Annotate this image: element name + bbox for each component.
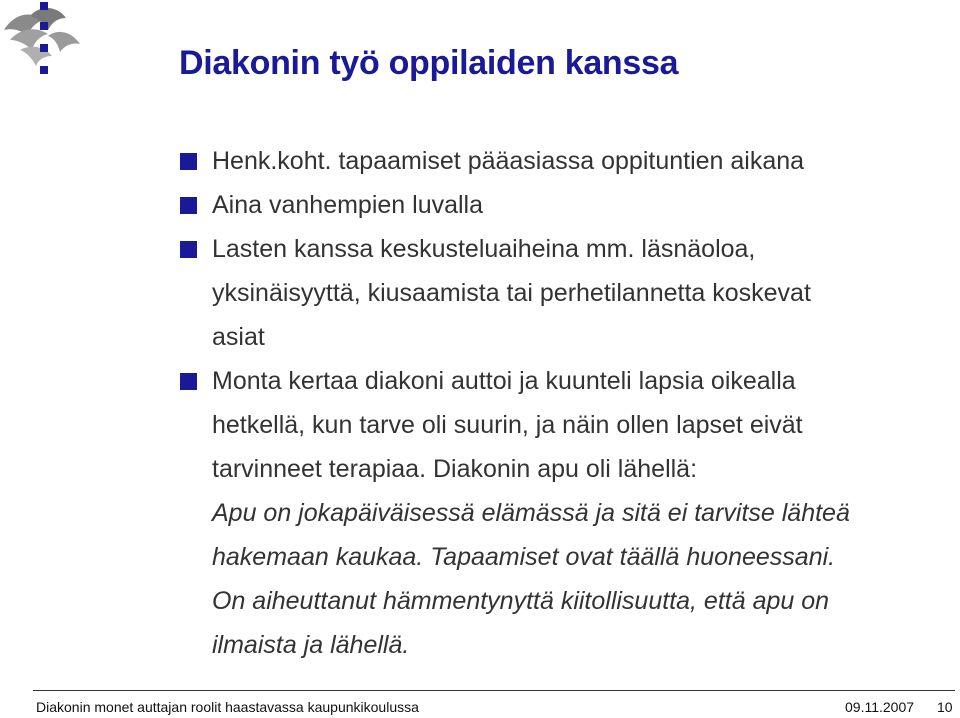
bullet-line: Henk.koht. tapaamiset pääasiassa oppituntien aikana — [212, 147, 805, 175]
bullet-item-2 — [180, 183, 950, 227]
university-logo-icon — [0, 0, 90, 80]
bullet-line: hetkellä, kun tarve oli suurin, ja näin ollen lapset eivät — [212, 411, 803, 439]
footer-date: 09.11.2007 — [845, 699, 915, 715]
slide-title: Diakonin työ oppilaiden kanssa — [179, 44, 679, 82]
square-bullet-icon — [180, 241, 197, 258]
bullet-line: Monta kertaa diakoni auttoi ja kuunteli lapsia oikealla — [212, 367, 796, 395]
quote-line: hakemaan kaukaa. Tapaamiset ovat täällä huoneessani. — [212, 543, 836, 571]
page-number: 10 — [937, 699, 953, 715]
footer-divider — [33, 690, 955, 691]
bullet-line: asiat — [212, 323, 265, 351]
bullet-line: yksinäisyyttä, kiusaamista tai perhetilannetta koskevat — [212, 279, 811, 307]
bullet-item-4 — [180, 359, 950, 667]
bullet-line: Aina vanhempien luvalla — [212, 191, 484, 219]
square-bullet-icon — [180, 373, 197, 390]
quote-line: ilmaista ja lähellä. — [212, 631, 410, 659]
bullet-line: Lasten kanssa keskusteluaiheina mm. läsnäoloa, — [212, 235, 756, 263]
bullet-line: tarvinneet terapiaa. Diakonin apu oli lähellä: — [212, 455, 698, 483]
square-bullet-icon — [180, 153, 197, 170]
square-bullet-icon — [180, 197, 197, 214]
bullet-list — [180, 139, 950, 667]
footer-text: Diakonin monet auttajan roolit haastavassa kaupunkikoulussa — [36, 699, 419, 715]
quote-line: Apu on jokapäiväisessä elämässä ja sitä ei tarvitse lähteä — [212, 499, 850, 527]
bullet-item-3 — [180, 227, 950, 359]
quote-line: On aiheuttanut hämmentynyttä kiitollisuutta, että apu on — [212, 587, 830, 615]
bullet-item-1 — [180, 139, 950, 183]
